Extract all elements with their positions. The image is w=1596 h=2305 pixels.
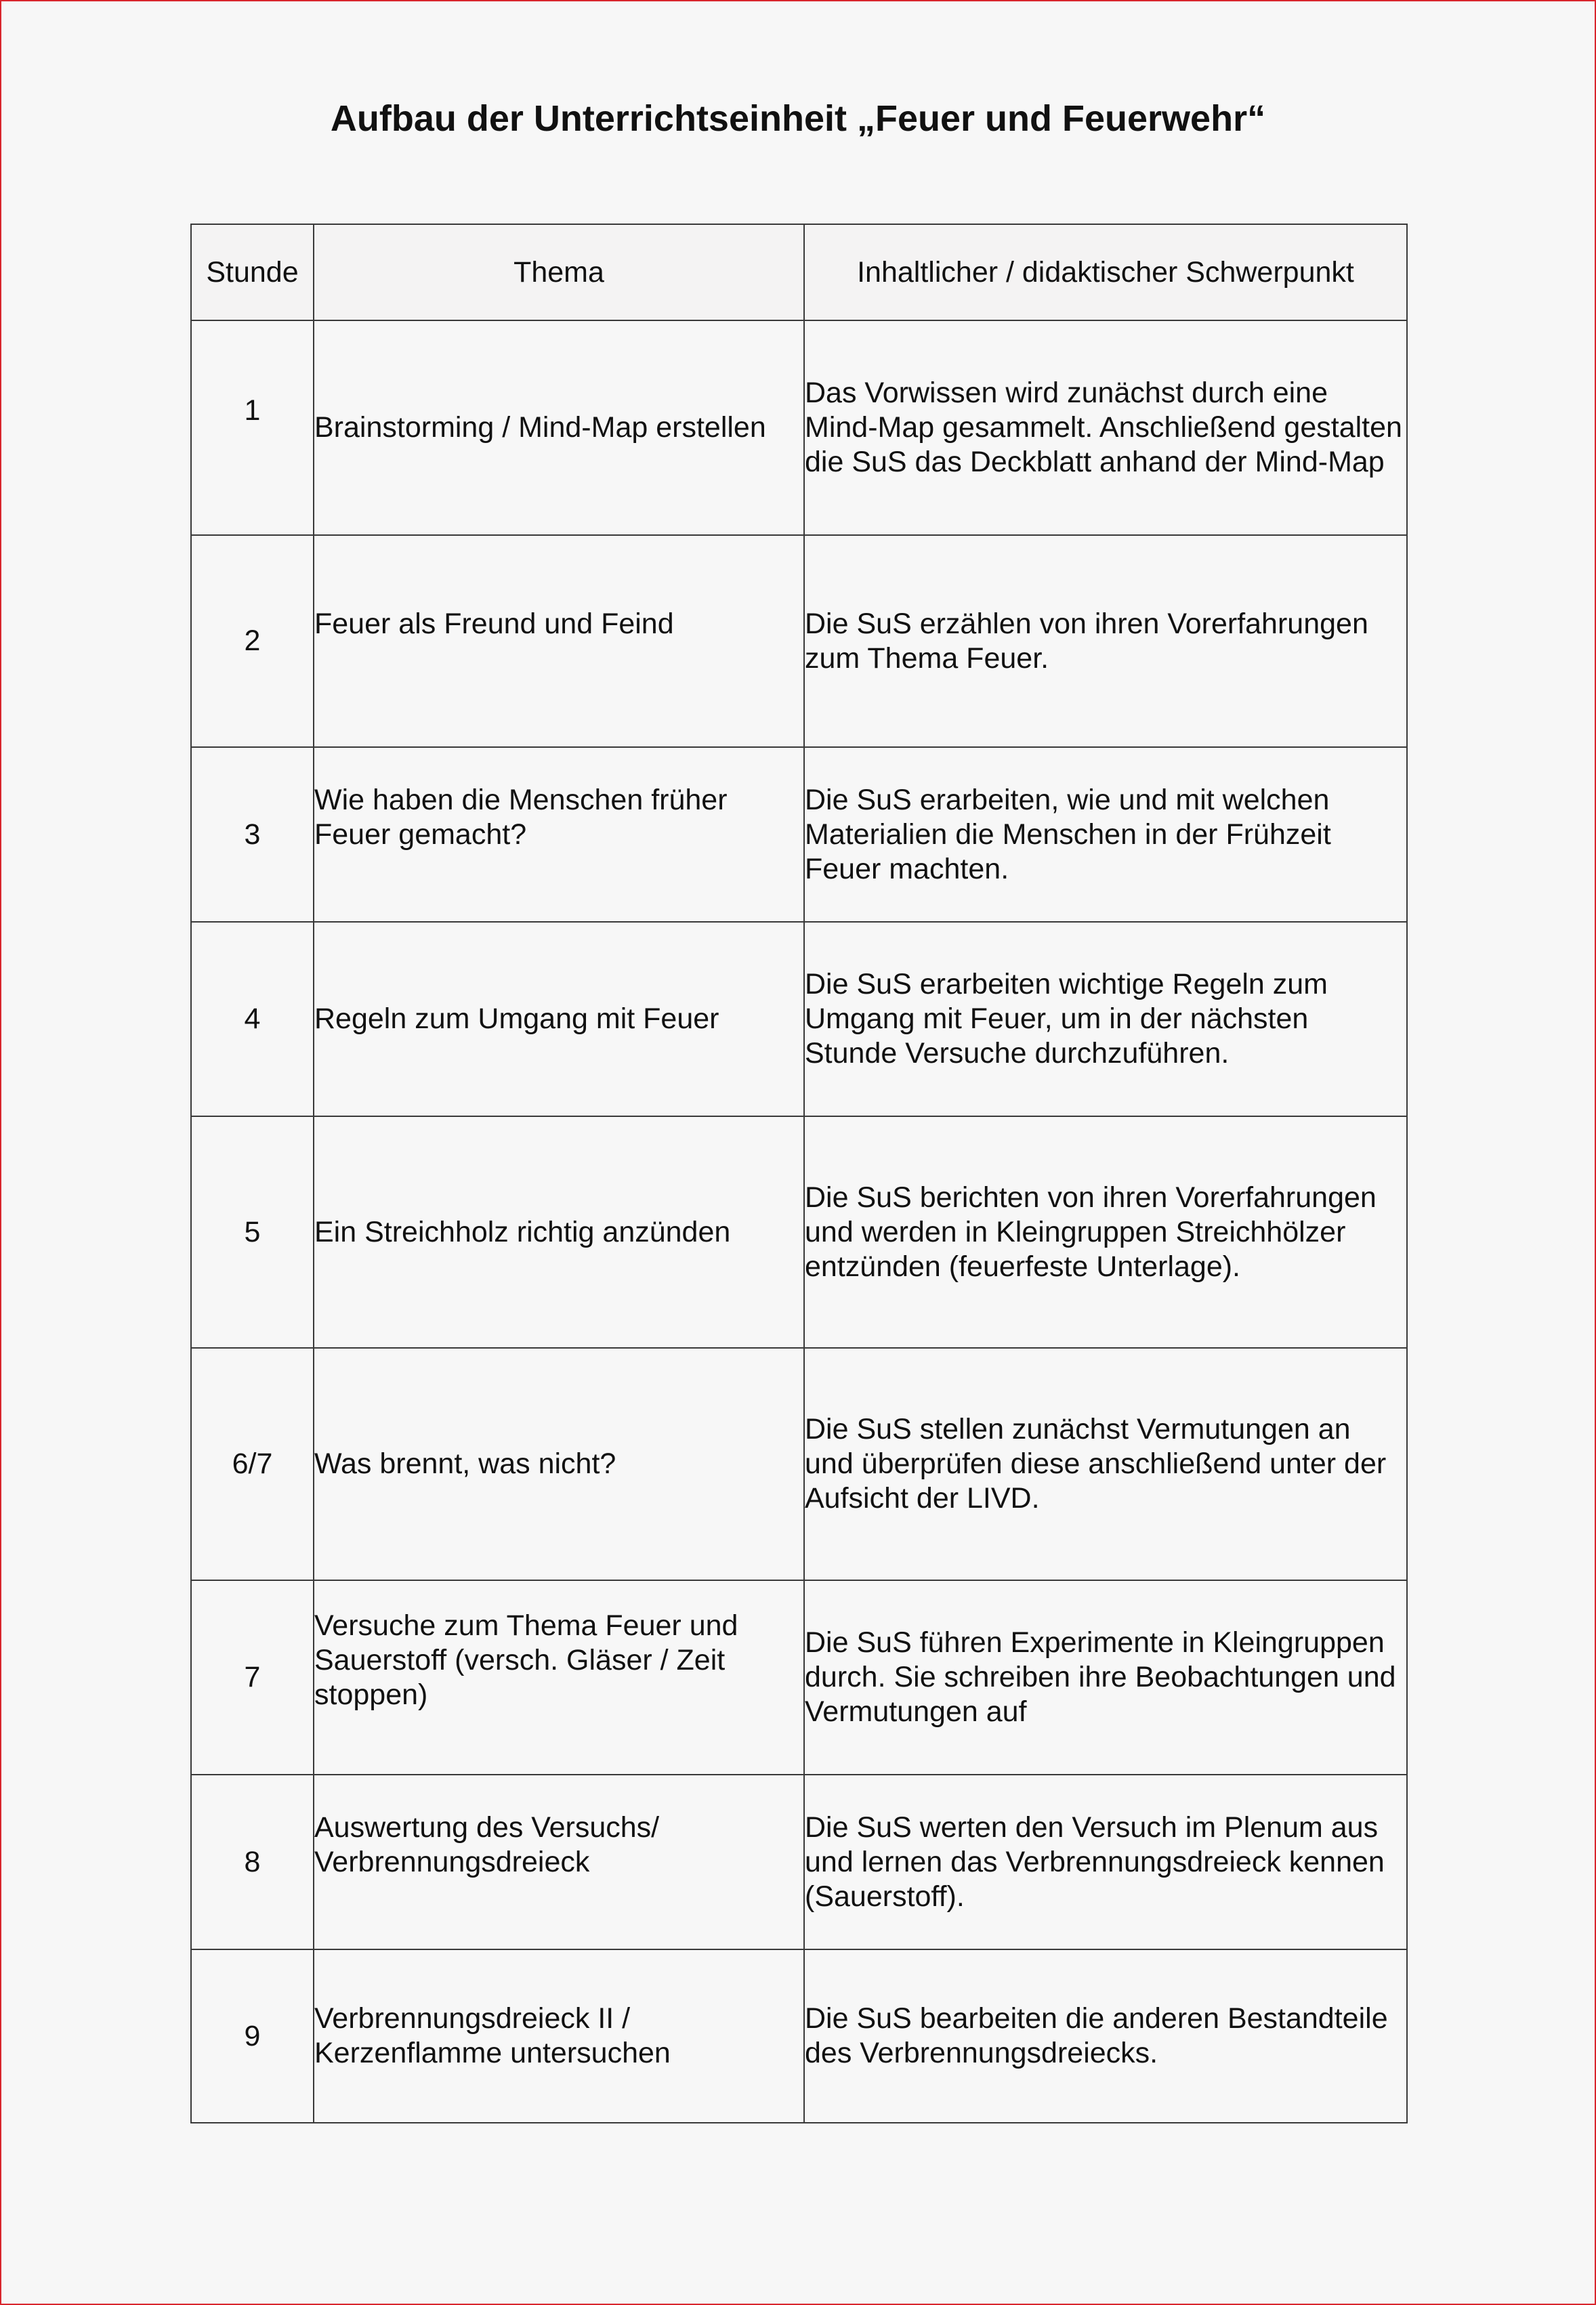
thema-value: Was brennt, was nicht? (314, 1447, 616, 1480)
thema-cell (314, 1949, 804, 2123)
schwerpunkt-cell (804, 1348, 1407, 1580)
stunde-cell (191, 1348, 314, 1580)
table-row (191, 320, 1407, 535)
table-row (191, 1116, 1407, 1348)
stunde-value: 8 (244, 1845, 261, 1878)
schwerpunkt-cell (804, 922, 1407, 1116)
stunde-value: 1 (244, 394, 261, 427)
thema-value: Regeln zum Umgang mit Feuer (314, 1002, 719, 1035)
table-header-row (191, 224, 1407, 320)
thema-value: Ein Streichholz richtig anzünden (314, 1215, 731, 1248)
schwerpunkt-value: Die SuS berichten von ihren Vorerfahrungen und werden in Kleingruppen Streichhölzer entzünden (feuerfeste Unterlage). (805, 1181, 1377, 1283)
stunde-value: 7 (244, 1661, 261, 1693)
table-row (191, 1580, 1407, 1775)
table-row (191, 1775, 1407, 1949)
stunde-cell (191, 1580, 314, 1775)
thema-value: Verbrennungsdreieck II / Kerzenflamme untersuchen (314, 2002, 671, 2069)
document-title: Aufbau der Unterrichtseinheit „Feuer und Feuerwehr“ (330, 98, 1266, 139)
thema-cell (314, 535, 804, 747)
stunde-cell (191, 320, 314, 535)
schwerpunkt-cell (804, 1580, 1407, 1775)
header-stunde: Stunde (191, 224, 314, 320)
schwerpunkt-cell (804, 320, 1407, 535)
schwerpunkt-cell (804, 1116, 1407, 1348)
thema-cell (314, 1775, 804, 1949)
schwerpunkt-value: Die SuS führen Experimente in Kleingruppen durch. Sie schreiben ihre Beobachtungen und Vermutungen auf (805, 1626, 1396, 1728)
schwerpunkt-cell (804, 747, 1407, 922)
schwerpunkt-cell (804, 1775, 1407, 1949)
thema-cell (314, 1580, 804, 1775)
schwerpunkt-value: Die SuS erzählen von ihren Vorerfahrungen zum Thema Feuer. (805, 607, 1368, 675)
schwerpunkt-value: Die SuS stellen zunächst Vermutungen an und überprüfen diese anschließend unter der Aufsicht der LIVD. (805, 1413, 1387, 1515)
thema-value: Feuer als Freund und Feind (314, 608, 674, 640)
table-row (191, 747, 1407, 922)
stunde-cell (191, 535, 314, 747)
stunde-cell (191, 747, 314, 922)
header-schwerpunkt: Inhaltlicher / didaktischer Schwerpunkt (804, 224, 1407, 320)
table-row (191, 922, 1407, 1116)
stunde-value: 3 (244, 818, 261, 851)
stunde-cell (191, 1775, 314, 1949)
table-row (191, 1949, 1407, 2123)
thema-cell (314, 1348, 804, 1580)
schwerpunkt-value: Die SuS bearbeiten die anderen Bestandteile des Verbrennungsdreiecks. (805, 2002, 1388, 2069)
thema-cell (314, 922, 804, 1116)
thema-value: Wie haben die Menschen früher Feuer gemacht? (314, 784, 728, 851)
schwerpunkt-value: Die SuS erarbeiten, wie und mit welchen Materialien die Menschen in der Frühzeit Feuer machten. (805, 783, 1331, 885)
lesson-plan-table (190, 224, 1408, 2123)
schwerpunkt-value: Das Vorwissen wird zunächst durch eine Mind-Map gesammelt. Anschließend gestalten die SuS das Deckblatt anhand der Mind-Map (805, 377, 1402, 478)
header-thema: Thema (314, 224, 804, 320)
schwerpunkt-value: Die SuS erarbeiten wichtige Regeln zum Umgang mit Feuer, um in der nächsten Stunde Versuche durchzuführen. (805, 968, 1328, 1070)
schwerpunkt-value: Die SuS werten den Versuch im Plenum aus und lernen das Verbrennungsdreieck kennen (Sauerstoff). (805, 1811, 1385, 1913)
stunde-value: 4 (244, 1002, 261, 1035)
thema-value: Brainstorming / Mind-Map erstellen (314, 411, 766, 444)
thema-value: Versuche zum Thema Feuer und Sauerstoff (versch. Gläser / Zeit stoppen) (314, 1609, 738, 1711)
stunde-cell (191, 922, 314, 1116)
thema-cell (314, 320, 804, 535)
stunde-value: 2 (244, 625, 261, 657)
thema-cell (314, 747, 804, 922)
thema-cell (314, 1116, 804, 1348)
schwerpunkt-cell (804, 535, 1407, 747)
thema-value: Auswertung des Versuchs/ Verbrennungsdreieck (314, 1811, 660, 1878)
stunde-cell (191, 1116, 314, 1348)
stunde-value: 6/7 (232, 1447, 273, 1480)
table-row (191, 535, 1407, 747)
stunde-value: 9 (244, 2019, 261, 2052)
stunde-value: 5 (244, 1215, 261, 1248)
schwerpunkt-cell (804, 1949, 1407, 2123)
table-row (191, 1348, 1407, 1580)
stunde-cell (191, 1949, 314, 2123)
